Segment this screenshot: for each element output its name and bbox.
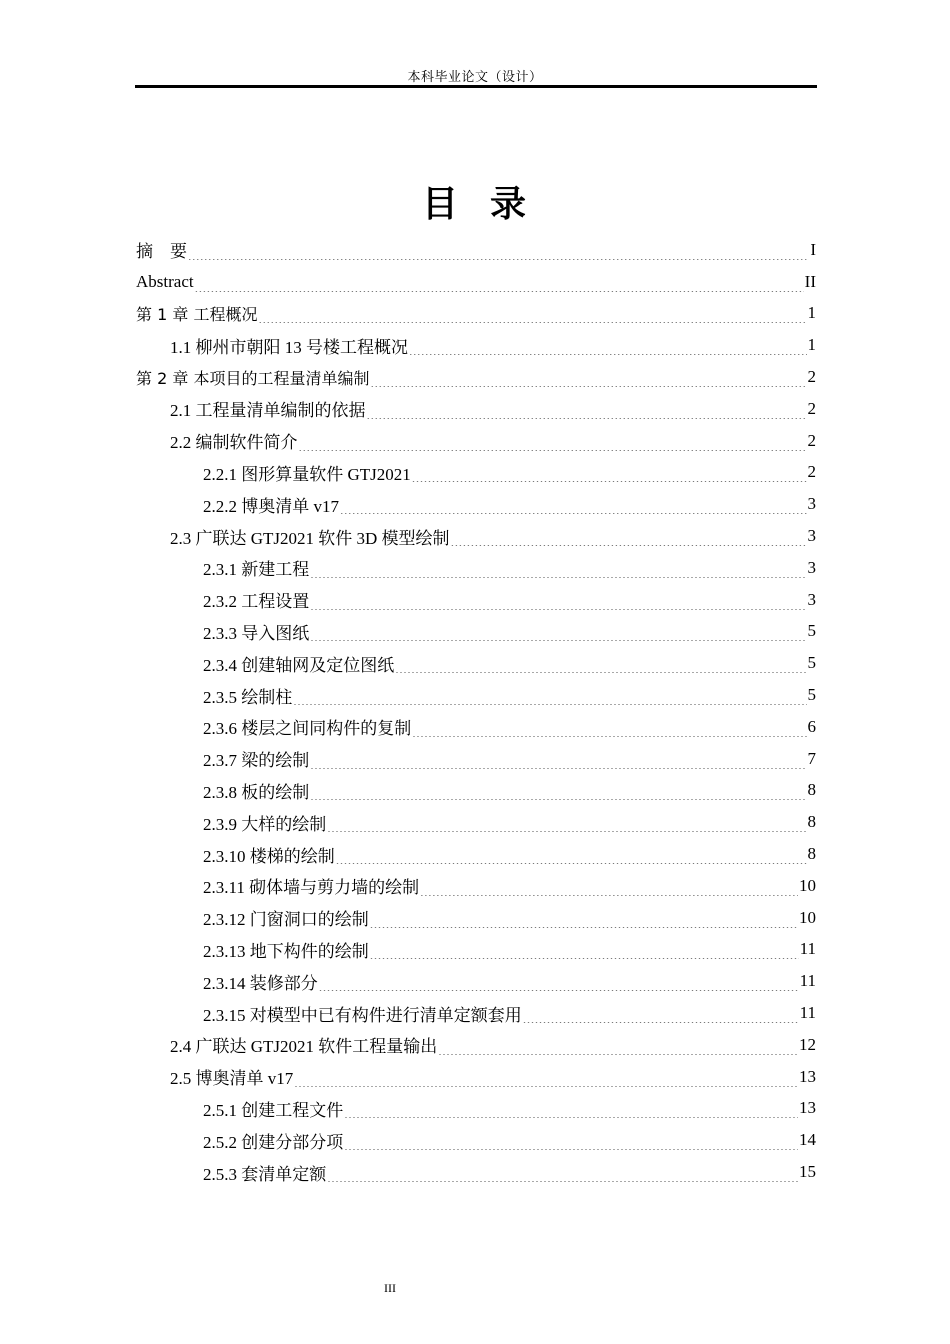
toc-entry-label: 第 2 章 本项目的工程量清单编制 [136, 368, 370, 388]
toc-entry-label: 2.5.3 套清单定额 [203, 1164, 327, 1184]
toc-entry[interactable] [136, 965, 816, 997]
toc-leader-dots [340, 500, 807, 514]
toc-entry[interactable] [136, 647, 816, 679]
toc-entry-page: 8 [807, 812, 816, 832]
toc-leader-dots [367, 405, 807, 419]
toc-entry-page: 6 [807, 716, 816, 736]
toc-leader-dots [420, 882, 798, 896]
toc-entry[interactable] [136, 1029, 816, 1061]
toc-entry-page: 14 [799, 1130, 816, 1150]
toc-entry-label: 2.3.6 楼层之间同构件的复制 [203, 719, 412, 739]
toc-leader-dots [370, 373, 806, 387]
toc-entry-label: 2.1 工程量清单编制的依据 [170, 401, 366, 421]
toc-entry-label: 2.2.2 博奥清单 v17 [203, 496, 339, 516]
toc-entry-label: 2.3.8 板的绘制 [203, 782, 310, 802]
toc-entry[interactable] [136, 425, 816, 457]
toc-entry-page: 8 [807, 844, 816, 864]
toc-entry[interactable] [136, 488, 816, 520]
toc-entry[interactable] [136, 266, 816, 298]
toc-entry-page: 11 [799, 1003, 816, 1023]
toc-entry-page: 2 [807, 367, 816, 387]
toc-leader-dots [370, 945, 799, 959]
toc-leader-dots [327, 1168, 798, 1182]
toc-entry-label: 2.5.1 创建工程文件 [203, 1100, 344, 1120]
toc-entry-page: I [810, 239, 816, 259]
toc-leader-dots [395, 659, 806, 673]
toc-leader-dots [412, 723, 806, 737]
toc-entry[interactable] [136, 329, 816, 361]
title-char-1: 目 [421, 184, 460, 225]
toc-entry-label: 第 1 章 工程概况 [136, 304, 258, 324]
toc-entry-page: 7 [807, 748, 816, 768]
toc-entry-label: 2.3.2 工程设置 [203, 592, 310, 612]
toc-entry-page: 5 [807, 685, 816, 705]
toc-entry-page: 2 [807, 462, 816, 482]
toc-leader-dots [195, 278, 804, 292]
toc-entry-page: 5 [807, 653, 816, 673]
toc-leader-dots [412, 468, 807, 482]
toc-entry-label: 2.2 编制软件简介 [170, 433, 298, 453]
toc-entry-label: 2.3.12 门窗洞口的绘制 [203, 910, 369, 930]
toc-entry-label: 2.3.15 对模型中已有构件进行清单定额套用 [203, 1005, 522, 1025]
toc-entry-label: 2.3.3 导入图纸 [203, 623, 310, 643]
toc-leader-dots [188, 246, 809, 260]
toc-entry-label: 2.4 广联达 GTJ2021 软件工程量输出 [170, 1037, 438, 1057]
page-number: III [384, 1281, 396, 1295]
toc-entry[interactable] [136, 997, 816, 1029]
toc-entry-page: 3 [807, 526, 816, 546]
toc-entry-page: 2 [807, 430, 816, 450]
toc-entry-label: 2.5.2 创建分部分项 [203, 1132, 344, 1152]
toc-entry[interactable] [136, 806, 816, 838]
toc-leader-dots [438, 1041, 798, 1055]
toc-entry[interactable] [136, 1061, 816, 1093]
toc-entry-page: 2 [807, 398, 816, 418]
toc-entry-page: 1 [807, 303, 816, 323]
toc-entry[interactable] [136, 838, 816, 870]
toc-leader-dots [299, 437, 807, 451]
toc-entry[interactable] [136, 584, 816, 616]
toc-entry-page: 3 [807, 494, 816, 514]
toc-leader-dots [523, 1009, 799, 1023]
toc-entry[interactable] [136, 520, 816, 552]
toc-entry-page: 10 [799, 875, 816, 895]
toc-entry[interactable] [136, 552, 816, 584]
toc-entry[interactable] [136, 1156, 816, 1188]
toc-leader-dots [327, 818, 806, 832]
toc-leader-dots [336, 850, 807, 864]
toc-leader-dots [310, 596, 806, 610]
toc-leader-dots [310, 564, 806, 578]
toc-entry[interactable] [136, 711, 816, 743]
toc-leader-dots [310, 627, 806, 641]
toc-leader-dots [409, 341, 807, 355]
toc-entry[interactable] [136, 616, 816, 648]
toc-entry[interactable] [136, 457, 816, 489]
toc-entry[interactable] [136, 775, 816, 807]
toc-entry[interactable] [136, 902, 816, 934]
toc-leader-dots [293, 691, 806, 705]
toc-entry-label: 2.3.9 大样的绘制 [203, 814, 327, 834]
toc-entry-label: 2.2.1 图形算量软件 GTJ2021 [203, 464, 411, 484]
toc-entry-label: 摘 要 [136, 242, 187, 262]
toc-entry-page: 11 [799, 939, 816, 959]
toc-entry-page: 12 [799, 1034, 816, 1054]
toc-entry-page: 5 [807, 621, 816, 641]
toc-leader-dots [294, 1073, 798, 1087]
toc-leader-dots [258, 309, 806, 323]
toc-entry[interactable] [136, 679, 816, 711]
page-title [0, 176, 950, 227]
toc-leader-dots [451, 532, 807, 546]
toc-entry-label: 2.5 博奥清单 v17 [170, 1069, 294, 1089]
toc-leader-dots [319, 977, 799, 991]
toc-entry-label: 2.3.1 新建工程 [203, 560, 310, 580]
toc-entry-page: 11 [799, 971, 816, 991]
toc-entry[interactable] [136, 298, 816, 330]
table-of-contents [136, 234, 816, 1188]
toc-entry-label: 2.3.7 梁的绘制 [203, 751, 310, 771]
toc-leader-dots [310, 786, 806, 800]
toc-entry-page: 3 [807, 557, 816, 577]
toc-entry-label: 2.3.11 砌体墙与剪力墙的绘制 [203, 878, 420, 898]
toc-entry-page: 8 [807, 780, 816, 800]
toc-entry-page: 13 [799, 1066, 816, 1086]
toc-entry[interactable] [136, 934, 816, 966]
toc-entry[interactable] [136, 870, 816, 902]
toc-entry-label: 2.3.4 创建轴网及定位图纸 [203, 655, 395, 675]
toc-leader-dots [344, 1136, 798, 1150]
toc-leader-dots [310, 755, 806, 769]
toc-entry[interactable] [136, 1124, 816, 1156]
toc-entry-page: 13 [799, 1098, 816, 1118]
toc-entry-page: 1 [807, 335, 816, 355]
toc-entry-label: 2.3.10 楼梯的绘制 [203, 846, 335, 866]
toc-entry-page: II [804, 271, 816, 291]
toc-entry-page: 10 [799, 907, 816, 927]
toc-entry-label: 2.3.5 绘制柱 [203, 687, 293, 707]
toc-entry-label: 1.1 柳州市朝阳 13 号楼工程概况 [170, 337, 408, 357]
toc-entry[interactable] [136, 1093, 816, 1125]
running-header: 本科毕业论文（设计） [407, 70, 543, 85]
toc-entry-label: 2.3.14 装修部分 [203, 973, 318, 993]
toc-entry-page: 3 [807, 589, 816, 609]
toc-entry-label: Abstract [136, 271, 194, 291]
toc-entry[interactable] [136, 743, 816, 775]
toc-entry[interactable] [136, 393, 816, 425]
toc-entry[interactable] [136, 361, 816, 393]
toc-entry[interactable] [136, 234, 816, 266]
toc-entry-label: 2.3 广联达 GTJ2021 软件 3D 模型绘制 [170, 528, 450, 548]
toc-leader-dots [344, 1104, 798, 1118]
toc-entry-page: 15 [799, 1162, 816, 1181]
toc-leader-dots [370, 914, 798, 928]
toc-entry-label: 2.3.13 地下构件的绘制 [203, 941, 369, 961]
title-char-2: 录 [490, 184, 529, 225]
header-rule [135, 85, 817, 88]
